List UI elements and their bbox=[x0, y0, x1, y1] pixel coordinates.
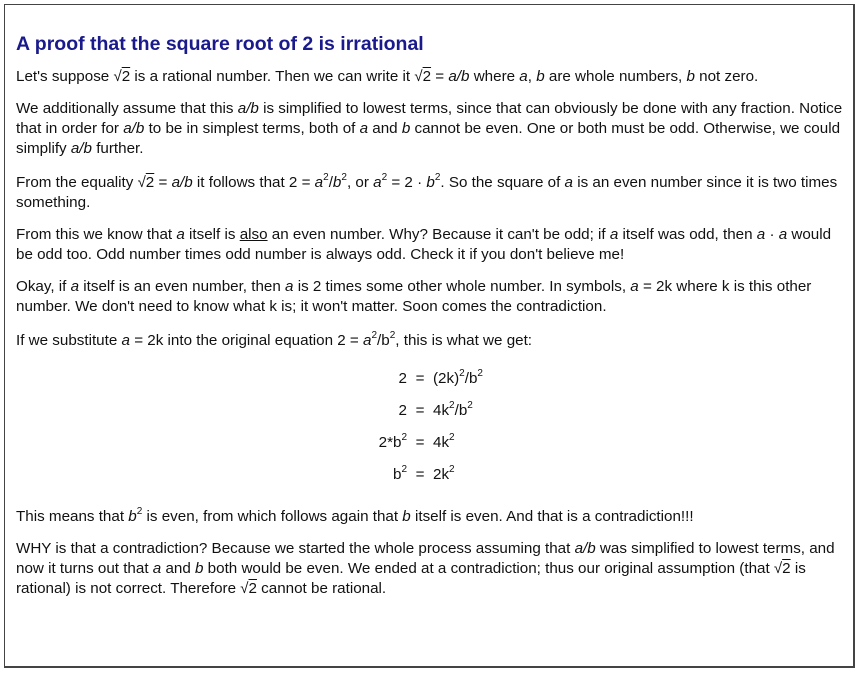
paragraph-4: From this we know that a itself is also an even number. Why? Because it can't be odd; if a itself was odd, then a · a would be odd too. Odd number times odd number is always odd. Check it if you don't believe me! bbox=[16, 226, 832, 263]
page-title: A proof that the square root of 2 is irrational bbox=[16, 33, 424, 55]
equation-row: 2 = $4k^2/b^2$ bbox=[398, 399, 473, 419]
article-frame bbox=[4, 4, 855, 668]
equation-row: $b^2$ = $2k^2$ bbox=[392, 463, 455, 483]
paragraph-1: Let's suppose √2 is a rational number. Then we can write it √2 = a/b where a, b are whole numbers, b not zero. bbox=[16, 68, 759, 85]
paragraph-2: We additionally assume that this a/b is simplified to lowest terms, since that can obviously be done with any fraction. Notice that in order for a/b to be in simplest terms, both of a and b cannot be even. One or both must be odd. Otherwise, we could simplify a/b further. bbox=[16, 100, 843, 157]
article-content bbox=[16, 31, 846, 611]
equation-block bbox=[16, 363, 846, 491]
sqrt-2: √2 bbox=[773, 560, 791, 577]
paragraph-7: This means that $b^2$ is even, from which follows again that b itself is even. And that is a contradiction!!! bbox=[16, 505, 694, 525]
paragraph-3: From the equality √2 = a/b it follows that $2 = a^2/b^2$, or $a^2 = 2 \cdot b^2$. So the square of a is an even number since it is two times something. bbox=[16, 171, 838, 211]
sqrt-2: √2 bbox=[414, 68, 432, 85]
equation-row: $2*b^2$ = $4k^2$ bbox=[378, 431, 455, 451]
equation-row: 2 = $(2k)^2/b^2$ bbox=[398, 367, 483, 387]
paragraph-8: WHY is that a contradiction? Because we started the whole process assuming that a/b was simplified to lowest terms, and now it turns out that a and b both would be even. We ended at a contradiction; thus our original assumption (that √2 is rational) is not correct. Therefore √2 cannot be rational. bbox=[16, 540, 835, 597]
sqrt-2: √2 bbox=[240, 580, 257, 597]
sqrt-2: √2 bbox=[137, 174, 155, 191]
paragraph-6: If we substitute a = 2k into the original equation $2 = a^2/b^2$, this is what we get: bbox=[16, 329, 533, 349]
sqrt-2: √2 bbox=[113, 68, 131, 85]
paragraph-5: Okay, if a itself is an even number, then a is 2 times some other whole number. In symbols, a = 2k where k is this other number. We don't need to know what k is; it won't matter. Soon comes the contradiction. bbox=[16, 278, 812, 315]
